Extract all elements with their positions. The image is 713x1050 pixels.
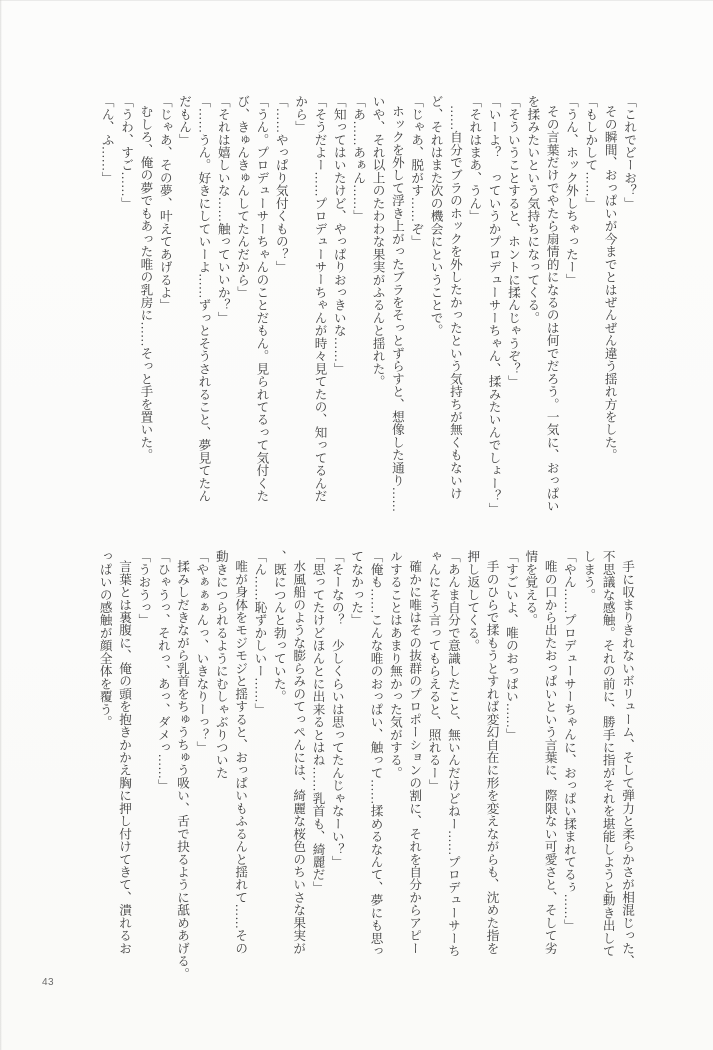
text-line: 「やぁぁぁんっ、いきなりーっ？」 <box>194 550 209 754</box>
text-line: を揉みたいという気持ちになってくる。 <box>525 95 540 325</box>
page-edge-left <box>0 0 2 1050</box>
text-line: しまう。 <box>581 550 596 601</box>
text-line: 「じゃあ、脱がす……ぞ」 <box>409 95 424 248</box>
text-line: ルすることはあまり無かった気がする。 <box>387 550 402 780</box>
text-line: 、既につんと勃っていた。 <box>271 550 286 703</box>
text-line: 「思ってたけどほんとに出来るとはね……乳首も、綺麗だ」 <box>310 550 325 894</box>
text-line: 「そういうことすると、ホントに揉んじゃうぞ？」 <box>505 95 520 388</box>
text-line: 「ひゃうっ、それっ、あっ、ダメっ……」 <box>155 550 170 792</box>
text-line: 手のひらで揉もうとすれば変幻自在に形を変えながらも、沈めた指を <box>484 560 499 955</box>
page-edge-top <box>0 0 713 1</box>
text-line: ど、それはまた次の機会にということで。 <box>428 95 443 337</box>
text-line: 水風船のような膨らみのてっぺんには、綺麗な桜色のちいさな果実が <box>291 560 306 955</box>
text-line: 「ん、ふ……」 <box>99 95 114 185</box>
text-line: 「うん。プロデューサーちゃんのことだもん。見られてるって気付くた <box>254 95 269 503</box>
text-line: 「俺も……こんな唯のおっぱい、触って……揉めるなんて、夢にも思っ <box>368 550 383 958</box>
text-line: 言葉とは裏腹に、俺の頭を抱きかかえ胸に押し付けてきて、潰れるお <box>117 560 132 955</box>
text-line: 「もしかして……」 <box>583 95 598 210</box>
text-line: 「あ……あぁん……」 <box>351 95 366 223</box>
text-line: 「じゃあ、その夢、叶えてあげるよ」 <box>157 95 172 312</box>
text-line: 「いーよ？ っていうかプロデューサーちゃん、揉みたいんでしょー？」 <box>486 95 501 515</box>
text-line: 揉みしだきながら乳首をちゅうちゅう吸い、舌で抉るように舐めあげる。 <box>175 560 190 981</box>
text-line: むしろ、俺の夢でもあった唯の乳房に……そっと手を置いた。 <box>138 105 153 462</box>
text-line: 「うん、ホック外しちゃったー」 <box>563 95 578 286</box>
text-line: 「これでどーお？」 <box>622 95 636 210</box>
vertical-text-block-bottom <box>94 550 636 980</box>
text-line: だもん」 <box>177 95 192 146</box>
text-line: 「それはまあ、うん」 <box>467 95 482 223</box>
text-line: 「……うん。好きにしていーよ……ずっとそうされること、夢見てたん <box>196 95 211 503</box>
text-line: 唯の口から出たおっぱいという言葉に、際限ない可愛さと、そして劣 <box>542 560 557 955</box>
text-line: ホックを外して浮き上がったブラをそっとずらすと、想像した通り…… <box>389 105 404 513</box>
text-line: てなかった」 <box>349 550 364 627</box>
text-line: 動きにつられるようにむしゃぶりついた <box>213 550 228 780</box>
text-line: 不思議な感触。それの前に、勝手に指がそれを堪能しようと動き出して <box>600 550 615 958</box>
text-line: 「……やっぱり気付くもの？」 <box>273 95 288 274</box>
page-number: 43 <box>42 977 55 988</box>
vertical-text-block-top <box>96 95 638 525</box>
text-line: 情を覚える。 <box>523 550 538 627</box>
text-line: 「ん……恥ずかしいー……」 <box>252 550 267 716</box>
text-line: 「うおうっ」 <box>136 550 151 627</box>
text-line: 「あんま自分で意識したこと、無いんだけどねー……プロデューサーち <box>445 550 460 958</box>
text-line: 「そーなの？ 少しくらいは思ってたんじゃなーい？」 <box>329 550 344 869</box>
text-line: 「そうだよー……プロデューサーちゃんが時々見てたの、知ってるんだ <box>312 95 327 503</box>
text-line: 確かに唯はその抜群のプロポーションの割に、それを自分からアピー <box>407 560 422 955</box>
text-line: 「うわ、すご……」 <box>119 95 134 210</box>
text-line: 「すごいよ、唯のおっぱい……」 <box>503 550 518 741</box>
text-line: ……自分でブラのホックを外したかったという気持ちが無くもないけ <box>447 105 462 500</box>
text-line: 手に収まりきれないボリューム、そして弾力と柔らかさが相混じった、 <box>620 560 634 968</box>
text-line: び、きゅんきゅんしてたんだから」 <box>235 95 250 299</box>
text-line: 「やん……プロデューサーちゃんに、おっぱい揉まれてるぅ……」 <box>561 550 576 932</box>
text-line: 「知ってはいたけど、やっぱりおっきいな……」 <box>331 95 346 375</box>
text-line: いや、それ以上のたわわな果実がふるんと揺れた。 <box>370 95 385 388</box>
text-line: から」 <box>293 95 308 134</box>
text-line: ゃんにそう言ってもらえると、照れるー」 <box>426 550 441 792</box>
text-line: その瞬間、おっぱいが今までとはぜんぜん違う揺れ方をした。 <box>602 105 617 462</box>
text-line: 「それは嬉しいな……触っていいか？」 <box>215 95 230 325</box>
text-line: 唯が身体をモジモジと揺すると、おっぱいもふるんと揺れて……その <box>233 560 248 955</box>
text-line: その言葉だけでやたら扇情的になるのは何でだろう。一気に、おっぱい <box>544 105 559 513</box>
text-line: 押し返してくる。 <box>465 550 480 652</box>
text-line: っぱいの感触が顔全体を覆う。 <box>97 550 112 729</box>
